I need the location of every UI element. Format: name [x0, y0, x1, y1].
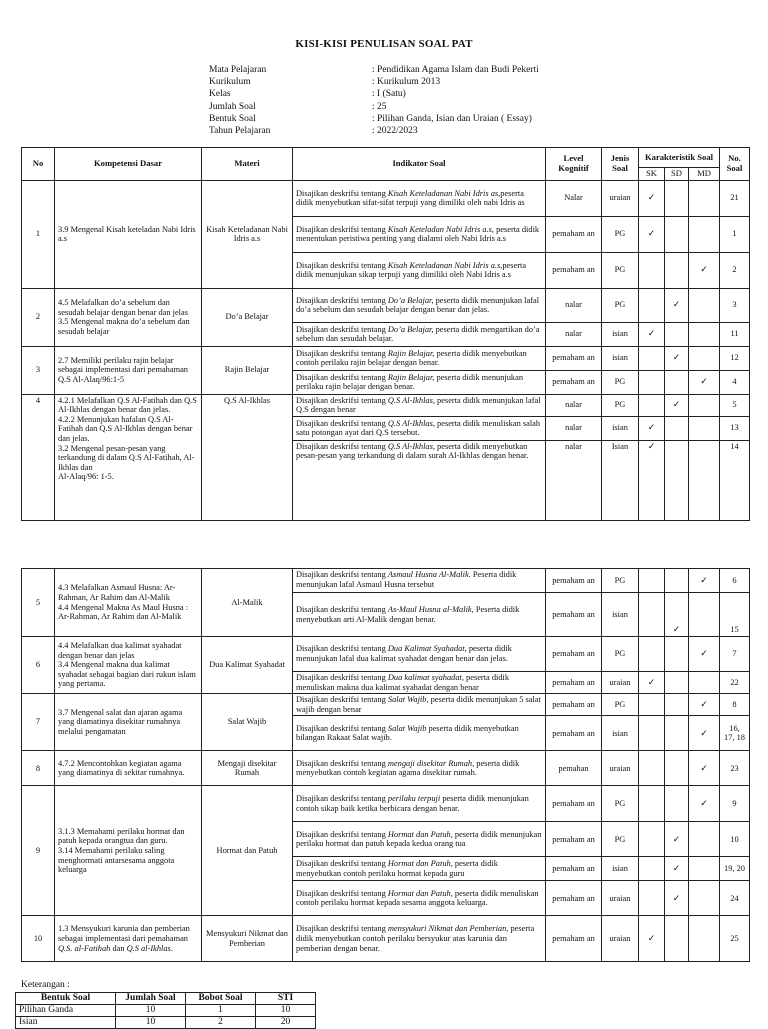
check-mark: ✓ [665, 288, 689, 322]
kisi-kisi-table-part-1 [21, 147, 750, 521]
materi: Q.S Al-Ikhlas [202, 394, 293, 520]
empty-cell [689, 822, 720, 857]
metadata-block [209, 64, 539, 137]
table-row [22, 637, 750, 672]
col-header-indikator: Indikator Soal [293, 148, 546, 181]
empty-cell [665, 716, 689, 751]
materi: Mengaji disekitar Rumah [202, 751, 293, 786]
materi: Al-Malik [202, 569, 293, 637]
header-row [22, 148, 750, 168]
col-header-kompetensi: Kompetensi Dasar [55, 148, 202, 181]
check-mark: ✓ [665, 593, 689, 637]
jenis-soal: isian [602, 593, 639, 637]
empty-cell [665, 440, 689, 520]
empty-cell [689, 881, 720, 916]
meta-label: Mata Pelajaran [209, 65, 267, 75]
summary-bentuk: Pilihan Ganda [16, 1005, 116, 1017]
summary-col-sti: STI [256, 993, 316, 1005]
nomor-soal: 14 [720, 440, 750, 520]
indikator: Disajikan deskrifsi tentang Kisah Keteladan Nabi Idris a.s, peserta didik menentukan peristiwa penting yang dialami oleh Nabi Idris a.s [293, 216, 546, 252]
jenis-soal: isian [602, 346, 639, 370]
col-header-materi: Materi [202, 148, 293, 181]
meta-value: : 2022/2023 [372, 126, 418, 137]
empty-cell [639, 593, 665, 637]
summary-sti: 10 [256, 1005, 316, 1017]
level-kognitif: nalar [546, 394, 602, 416]
nomor-soal: 5 [720, 394, 750, 416]
kompetensi-dasar: 2.7 Memiliki perilaku rajin belajar sebagai implementasi dari pemahaman Q.S Al-Alaq/96:1-5 [55, 346, 202, 394]
jenis-soal: PG [602, 822, 639, 857]
kompetensi-dasar: 4.7.2 Mencontohkan kegiatan agama yang diamatinya di sekitar rumahnya. [55, 751, 202, 786]
summary-bobot: 1 [186, 1005, 256, 1017]
jenis-soal: PG [602, 288, 639, 322]
kompetensi-dasar: 3.1.3 Memahami perilaku hormat dan patuh kepada orangtua dan guru. 3.14 Memahami perilaku saling menghormati antarsesama anggota keluarga [55, 786, 202, 916]
empty-cell [665, 216, 689, 252]
meta-row [209, 101, 539, 113]
col-header-no: No [22, 148, 55, 181]
row-number: 10 [22, 916, 55, 962]
summary-jumlah: 10 [116, 1017, 186, 1029]
check-mark: ✓ [689, 716, 720, 751]
table-row [22, 394, 750, 416]
level-kognitif: pemaham an [546, 881, 602, 916]
row-number: 1 [22, 180, 55, 288]
nomor-soal: 4 [720, 370, 750, 394]
check-mark: ✓ [689, 751, 720, 786]
nomor-soal: 24 [720, 881, 750, 916]
level-kognitif: nalar [546, 416, 602, 440]
nomor-soal: 22 [720, 672, 750, 694]
meta-value: : I (Satu) [372, 89, 406, 100]
nomor-soal: 10 [720, 822, 750, 857]
empty-cell [639, 751, 665, 786]
check-mark: ✓ [689, 252, 720, 288]
summary-row [16, 1017, 316, 1029]
summary-bentuk: Isian [16, 1017, 116, 1029]
empty-cell [639, 786, 665, 822]
jenis-soal: PG [602, 394, 639, 416]
empty-cell [665, 416, 689, 440]
summary-sti: 20 [256, 1017, 316, 1029]
level-kognitif: Nalar [546, 180, 602, 216]
jenis-soal: PG [602, 370, 639, 394]
indikator: Disajikan deskrifsi tentang Rajin Belajar, peserta didik menyebutkan contoh perilaku rajin belajar dengan benar. [293, 346, 546, 370]
nomor-soal: 6 [720, 569, 750, 593]
level-kognitif: pemaham an [546, 346, 602, 370]
summary-col-bobot: Bobot Soal [186, 993, 256, 1005]
empty-cell [665, 694, 689, 716]
jenis-soal: PG [602, 569, 639, 593]
nomor-soal: 13 [720, 416, 750, 440]
nomor-soal: 8 [720, 694, 750, 716]
empty-cell [665, 180, 689, 216]
empty-cell [639, 288, 665, 322]
empty-cell [689, 440, 720, 520]
empty-cell [639, 694, 665, 716]
empty-cell [689, 288, 720, 322]
summary-row [16, 1005, 316, 1017]
empty-cell [689, 216, 720, 252]
meta-label: Bentuk Soal [209, 113, 256, 124]
jenis-soal: isian [602, 716, 639, 751]
jenis-soal: uraian [602, 751, 639, 786]
empty-cell [689, 593, 720, 637]
materi: Do’a Belajar [202, 288, 293, 346]
indikator: Disajikan deskrifsi tentang Dua kalimat syahadat, peserta didik menuliskan makna dua kalimat syahadat dengan benar [293, 672, 546, 694]
jenis-soal: PG [602, 637, 639, 672]
empty-cell [689, 416, 720, 440]
summary-header-row [16, 993, 316, 1005]
table-row [22, 751, 750, 786]
summary-bobot: 2 [186, 1017, 256, 1029]
check-mark: ✓ [665, 857, 689, 881]
jenis-soal: Isian [602, 440, 639, 520]
nomor-soal: 9 [720, 786, 750, 822]
kisi-kisi-table-part-2 [21, 568, 750, 962]
jenis-soal: uraian [602, 916, 639, 962]
row-number: 9 [22, 786, 55, 916]
meta-row [209, 76, 539, 88]
jenis-soal: uraian [602, 672, 639, 694]
level-kognitif: nalar [546, 440, 602, 520]
summary-table [15, 992, 316, 1029]
level-kognitif: pemaham an [546, 252, 602, 288]
jenis-soal: PG [602, 786, 639, 822]
empty-cell [639, 252, 665, 288]
col-header-md: MD [689, 168, 720, 181]
meta-row [209, 113, 539, 125]
jenis-soal: isian [602, 416, 639, 440]
indikator: Disajikan deskrifsi tentang As-Maul Husna al-Malik, Peserta didik menyebutkan arti Al-Malik dengan benar. [293, 593, 546, 637]
meta-label: Kelas [209, 89, 231, 100]
level-kognitif: pemaham an [546, 370, 602, 394]
check-mark: ✓ [665, 394, 689, 416]
check-mark: ✓ [665, 822, 689, 857]
check-mark: ✓ [665, 881, 689, 916]
level-kognitif: pemaham an [546, 694, 602, 716]
nomor-soal: 2 [720, 252, 750, 288]
empty-cell [665, 569, 689, 593]
empty-cell [639, 822, 665, 857]
empty-cell [665, 916, 689, 962]
meta-value: : Pendidikan Agama Islam dan Budi Pekerti [372, 65, 539, 75]
check-mark: ✓ [639, 440, 665, 520]
meta-value: : Kurikulum 2013 [372, 77, 441, 88]
materi: Kisah Keteladanan Nabi Idris a.s [202, 180, 293, 288]
meta-label: Jumlah Soal [209, 101, 256, 112]
meta-label: Kurikulum [209, 77, 251, 88]
check-mark: ✓ [639, 416, 665, 440]
check-mark: ✓ [689, 786, 720, 822]
document-title: KISI-KISI PENULISAN SOAL PAT [295, 38, 473, 50]
empty-cell [639, 857, 665, 881]
indikator: Disajikan deskrifsi tentang Hormat dan Patuh, peserta didik menyebutkan contoh perilaku hormat kepada guru [293, 857, 546, 881]
empty-cell [639, 637, 665, 672]
col-header-jenis: Jenis Soal [602, 148, 639, 181]
indikator: Disajikan deskrifsi tentang Q.S Al-Ikhlas, peserta didik menunjukan lafal Q.S dengan benar [293, 394, 546, 416]
empty-cell [639, 569, 665, 593]
empty-cell [665, 672, 689, 694]
empty-cell [639, 716, 665, 751]
level-kognitif: pemaham an [546, 216, 602, 252]
indikator: Disajikan deskrifsi tentang mensyukuri Nikmat dan Pemberian, peserta didik menyebutkan contoh perilaku bersyukur atas karunia dan pemberian dengan benar. [293, 916, 546, 962]
level-kognitif: pemaham an [546, 822, 602, 857]
col-header-karakteristik: Karakteristik Soal [639, 148, 720, 168]
jenis-soal: PG [602, 694, 639, 716]
empty-cell [665, 322, 689, 346]
indikator: Disajikan deskrifsi tentang Hormat dan Patuh, peserta didik menunjukan perilaku hormat dan patuh kepada kedua orang tua [293, 822, 546, 857]
row-number: 6 [22, 637, 55, 694]
check-mark: ✓ [665, 346, 689, 370]
empty-cell [665, 637, 689, 672]
kompetensi-dasar: 4.3 Melafalkan Asmaul Husna: Ar-Rahman, Ar Rahim dan Al-Malik 4.4 Mengenal Makna As Maul Husna : Ar-Rahman, Ar Rahim dan Al-Malik [55, 569, 202, 637]
empty-cell [689, 394, 720, 416]
indikator: Disajikan deskrifsi tentang Asmaul Husna Al-Malik. Peserta didik menunjukan lafal Asmaul Husna tersebut [293, 569, 546, 593]
jenis-soal: uraian [602, 180, 639, 216]
summary-col-jumlah: Jumlah Soal [116, 993, 186, 1005]
table-row [22, 694, 750, 716]
kompetensi-dasar: 4.4 Melafalkan dua kalimat syahadat dengan benar dan jelas 3.4 Mengenal makna dua kalimat syahadat sebagai bagian dari rukun islam yang pertama. [55, 637, 202, 694]
indikator: Disajikan deskrifsi tentang Do’a Belajar, peserta didik mengartikan do’a sebelum dan sesudah belajar. [293, 322, 546, 346]
col-header-sd: SD [665, 168, 689, 181]
materi: Hormat dan Patuh [202, 786, 293, 916]
empty-cell [665, 370, 689, 394]
indikator: Disajikan deskrifsi tentang Q.S Al-Ikhlas, peserta didik menyebutkan pesan-pesan yang terkandung di dalam surah Al-Ikhlas dengan benar. [293, 440, 546, 520]
kompetensi-dasar: 4.5 Melafalkan do’a sebelum dan sesudah belajar dengan benar dan jelas 3.5 Mengenal makna do’a sebelum dan sesudah belajar [55, 288, 202, 346]
level-kognitif: pemaham an [546, 716, 602, 751]
indikator: Disajikan deskrifsi tentang Dua Kalimat Syahadat, peserta didik menunjukan lafal dua kalimat syahadat dengan benar dan jelas. [293, 637, 546, 672]
nomor-soal: 1 [720, 216, 750, 252]
meta-row [209, 88, 539, 100]
check-mark: ✓ [689, 569, 720, 593]
level-kognitif: pemahan [546, 751, 602, 786]
empty-cell [689, 322, 720, 346]
kompetensi-dasar: 1.3 Mensyukuri karunia dan pemberian sebagai implementasi dari pemahaman Q.S. al-Fatihah dan Q.S al-Ikhlas. [55, 916, 202, 962]
col-header-level: Level Kognitif [546, 148, 602, 181]
level-kognitif: pemaham an [546, 672, 602, 694]
meta-row [209, 64, 539, 76]
indikator: Disajikan deskrifsi tentang Q.S Al-Ikhlas, peserta didik menuliskan salah satu potongan ayat dari Q.S tersebut. [293, 416, 546, 440]
indikator: Disajikan deskrifsi tentang Hormat dan Patuh, peserta didik menuliskan contoh perilaku hormat kepada sesama anggota keluarga. [293, 881, 546, 916]
col-header-sk: SK [639, 168, 665, 181]
summary-col-bentuk: Bentuk Soal [16, 993, 116, 1005]
nomor-soal: 19, 20 [720, 857, 750, 881]
empty-cell [689, 672, 720, 694]
materi: Dua Kalimat Syahadat [202, 637, 293, 694]
row-number: 4 [22, 394, 55, 520]
empty-cell [639, 370, 665, 394]
materi: Salat Wajib [202, 694, 293, 751]
indikator: Disajikan deskrifsi tentang perilaku terpuji peserta didik menunjukan contoh sikap baik ketika berbicara dengan benar. [293, 786, 546, 822]
check-mark: ✓ [689, 694, 720, 716]
empty-cell [665, 252, 689, 288]
row-number: 3 [22, 346, 55, 394]
meta-row [209, 125, 539, 137]
check-mark: ✓ [639, 916, 665, 962]
check-mark: ✓ [639, 180, 665, 216]
table-row [22, 916, 750, 962]
level-kognitif: nalar [546, 288, 602, 322]
indikator: Disajikan deskrifsi tentang Salat Wajib, peserta didik menunjukan 5 salat wajib dengan benar [293, 694, 546, 716]
row-number: 7 [22, 694, 55, 751]
kompetensi-dasar: 4.2.1 Melafalkan Q.S Al-Fatihah dan Q.S Al-Ikhlas dengan benar dan jelas. 4.2.2 Menunjukan hafalan Q.S Al-Fatihah dan Q.S Al-Ikhlas dengan benar dan jelas. 3.2 Mengenal pesan-pesan yang terkandung di dalam Q.S Al-Fatihah, Al-Ikhlas dan Al-Alaq/96: 1-5. [55, 394, 202, 520]
empty-cell [689, 180, 720, 216]
indikator: Disajikan deskrifsi tentang mengaji disekitar Rumah, peserta didik menyebutkan contoh kegiatan agama disekitar rumah. [293, 751, 546, 786]
nomor-soal: 12 [720, 346, 750, 370]
empty-cell [639, 394, 665, 416]
nomor-soal: 21 [720, 180, 750, 216]
nomor-soal: 16, 17, 18 [720, 716, 750, 751]
level-kognitif: pemaham an [546, 569, 602, 593]
nomor-soal: 7 [720, 637, 750, 672]
jenis-soal: uraian [602, 881, 639, 916]
summary-jumlah: 10 [116, 1005, 186, 1017]
check-mark: ✓ [639, 672, 665, 694]
level-kognitif: pemaham an [546, 916, 602, 962]
materi: Mensyukuri Nikmat dan Pemberian [202, 916, 293, 962]
meta-value: : Pilihan Ganda, Isian dan Uraian ( Essay) [372, 113, 532, 124]
kompetensi-dasar: 3.7 Mengenal salat dan ajaran agama yang diamatinya disekitar rumahnya melalui pengamatan [55, 694, 202, 751]
nomor-soal: 23 [720, 751, 750, 786]
check-mark: ✓ [639, 322, 665, 346]
indikator: Disajikan deskrifsi tentang Kisah Keteladanan Nabi Idris a.s,peserta didik menunjukan sikap terpuji yang dimiliki oleh Nabi Idris a.s [293, 252, 546, 288]
jenis-soal: PG [602, 252, 639, 288]
empty-cell [665, 786, 689, 822]
nomor-soal: 11 [720, 322, 750, 346]
row-number: 2 [22, 288, 55, 346]
indikator: Disajikan deskrifsi tentang Kisah Keteladanan Nabi Idris as,peserta didik menyebutkan sifat-sifat terpuji yang dimiliki oleh nabi Idris as [293, 180, 546, 216]
level-kognitif: pemaham an [546, 593, 602, 637]
empty-cell [665, 751, 689, 786]
indikator: Disajikan deskrifsi tentang Salat Wajib peserta didik menyebutkan bilangan Rakaat Salat wajib. [293, 716, 546, 751]
meta-value: : 25 [372, 101, 387, 112]
nomor-soal: 3 [720, 288, 750, 322]
level-kognitif: pemaham an [546, 857, 602, 881]
kompetensi-dasar: 3.9 Mengenal Kisah keteladan Nabi Idris a.s [55, 180, 202, 288]
table-row [22, 346, 750, 370]
table-row [22, 180, 750, 216]
table-row [22, 288, 750, 322]
level-kognitif: pemaham an [546, 637, 602, 672]
check-mark: ✓ [689, 637, 720, 672]
check-mark: ✓ [639, 216, 665, 252]
meta-label: Tahun Pelajaran [209, 126, 271, 137]
jenis-soal: isian [602, 322, 639, 346]
table-row [22, 786, 750, 822]
empty-cell [689, 346, 720, 370]
level-kognitif: pemaham an [546, 786, 602, 822]
jenis-soal: PG [602, 216, 639, 252]
indikator: Disajikan deskrifsi tentang Do’a Belajar, peserta didik menunjukan lafal do’a sebelum dan sesudah belajar dengan benar dan jelas. [293, 288, 546, 322]
table-row [22, 569, 750, 593]
level-kognitif: nalar [546, 322, 602, 346]
col-header-no-soal: No. Soal [720, 148, 750, 181]
materi: Rajin Belajar [202, 346, 293, 394]
empty-cell [689, 857, 720, 881]
indikator: Disajikan deskrifsi tentang Rajin Belajar, peserta didik menunjukan perilaku rajin belajar dengan benar. [293, 370, 546, 394]
empty-cell [689, 916, 720, 962]
jenis-soal: isian [602, 857, 639, 881]
empty-cell [639, 881, 665, 916]
row-number: 5 [22, 569, 55, 637]
empty-cell [639, 346, 665, 370]
keterangan-label: Keterangan : [21, 980, 70, 990]
nomor-soal: 25 [720, 916, 750, 962]
nomor-soal: 15 [720, 593, 750, 637]
row-number: 8 [22, 751, 55, 786]
check-mark: ✓ [689, 370, 720, 394]
